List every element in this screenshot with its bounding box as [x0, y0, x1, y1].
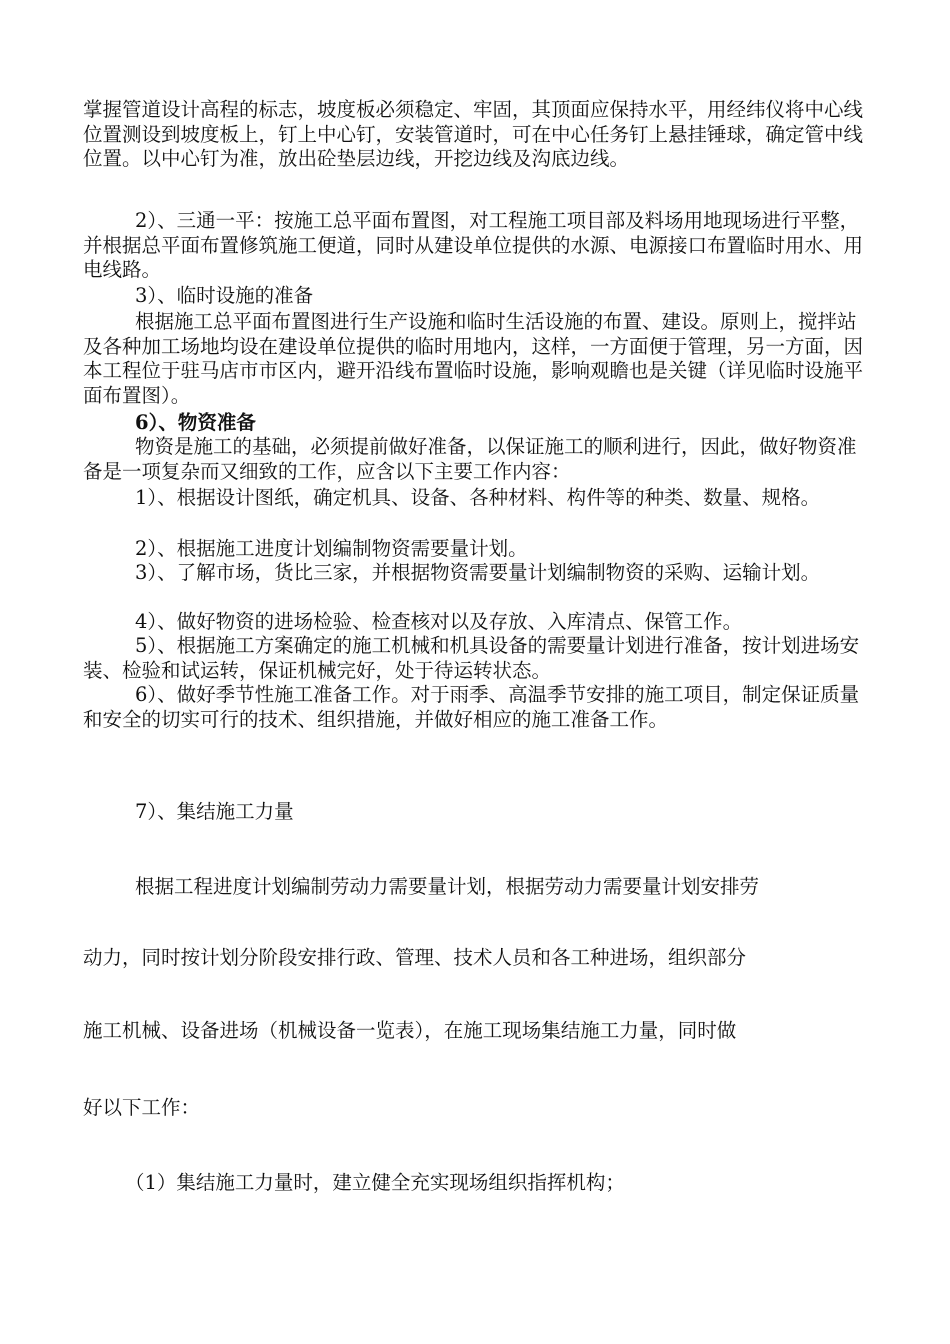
paragraph-three-links: 2）、三通一平：按施工总平面布置图，对工程施工项目部及料场用地现场进行平整，并根据总平面布置修筑施工便道，同时从建设单位提供的水源、电源接口布置临时用水、用电线路。 — [83, 209, 864, 281]
heading-workforce: 7）、集结施工力量 — [135, 800, 294, 823]
wide-line-4: 好以下工作： — [83, 1096, 201, 1119]
paragraph-survey: 掌握管道设计高程的标志，坡度板必须稳定、牢固，其顶面应保持水平，用经纬仪将中心线位置测设到坡度板上，钉上中心钉，安装管道时，可在中心任务钉上悬挂锤球，确定管中线位置。以中心钉为准，放出砼垫层边线，开挖边线及沟底边线。 — [83, 98, 864, 170]
list-item-materials-6: 6）、做好季节性施工准备工作。对于雨季、高温季节安排的施工项目，制定保证质量和安全的切实可行的技术、组织措施，并做好相应的施工准备工作。 — [83, 683, 860, 731]
list-item-materials-4: 4）、做好物资的进场检验、检查核对以及存放、入库清点、保管工作。 — [135, 610, 743, 633]
wide-line-3: 施工机械、设备进场（机械设备一览表），在施工现场集结施工力量，同时做 — [83, 1019, 737, 1042]
heading-materials: 6）、物资准备 — [135, 411, 256, 434]
list-item-materials-2: 2）、根据施工进度计划编制物资需要量计划。 — [135, 537, 528, 560]
list-item-materials-5: 5）、根据施工方案确定的施工机械和机具设备的需要量计划进行准备，按计划进场安装、检验和试运转，保证机械完好，处于待运转状态。 — [83, 634, 860, 682]
paragraph-temp-facilities-heading: 3）、临时设施的准备 — [135, 284, 314, 307]
wide-line-1: 根据工程进度计划编制劳动力需要量计划，根据劳动力需要量计划安排劳 — [135, 875, 760, 898]
list-item-materials-1: 1）、根据设计图纸，确定机具、设备、各种材料、构件等的种类、数量、规格。 — [135, 486, 821, 509]
list-item-materials-3: 3）、了解市场，货比三家，并根据物资需要量计划编制物资的采购、运输计划。 — [135, 561, 821, 584]
wide-line-2: 动力，同时按计划分阶段安排行政、管理、技术人员和各工种进场，组织部分 — [83, 946, 747, 969]
paragraph-temp-facilities: 根据施工总平面布置图进行生产设施和临时生活设施的布置、建设。原则上，搅拌站及各种加工场地均设在建设单位提供的临时用地内，这样，一方面便于管理，另一方面，因本工程位于驻马店市市区内，避开沿线布置临时设施，影响观瞻也是关键（详见临时设施平面布置图）。 — [83, 310, 864, 407]
wide-line-5: （1）集结施工力量时，建立健全充实现场组织指挥机构； — [125, 1171, 625, 1194]
paragraph-materials-intro: 物资是施工的基础，必须提前做好准备，以保证施工的顺利进行，因此，做好物资准备是一项复杂而又细致的工作，应含以下主要工作内容： — [83, 435, 857, 483]
